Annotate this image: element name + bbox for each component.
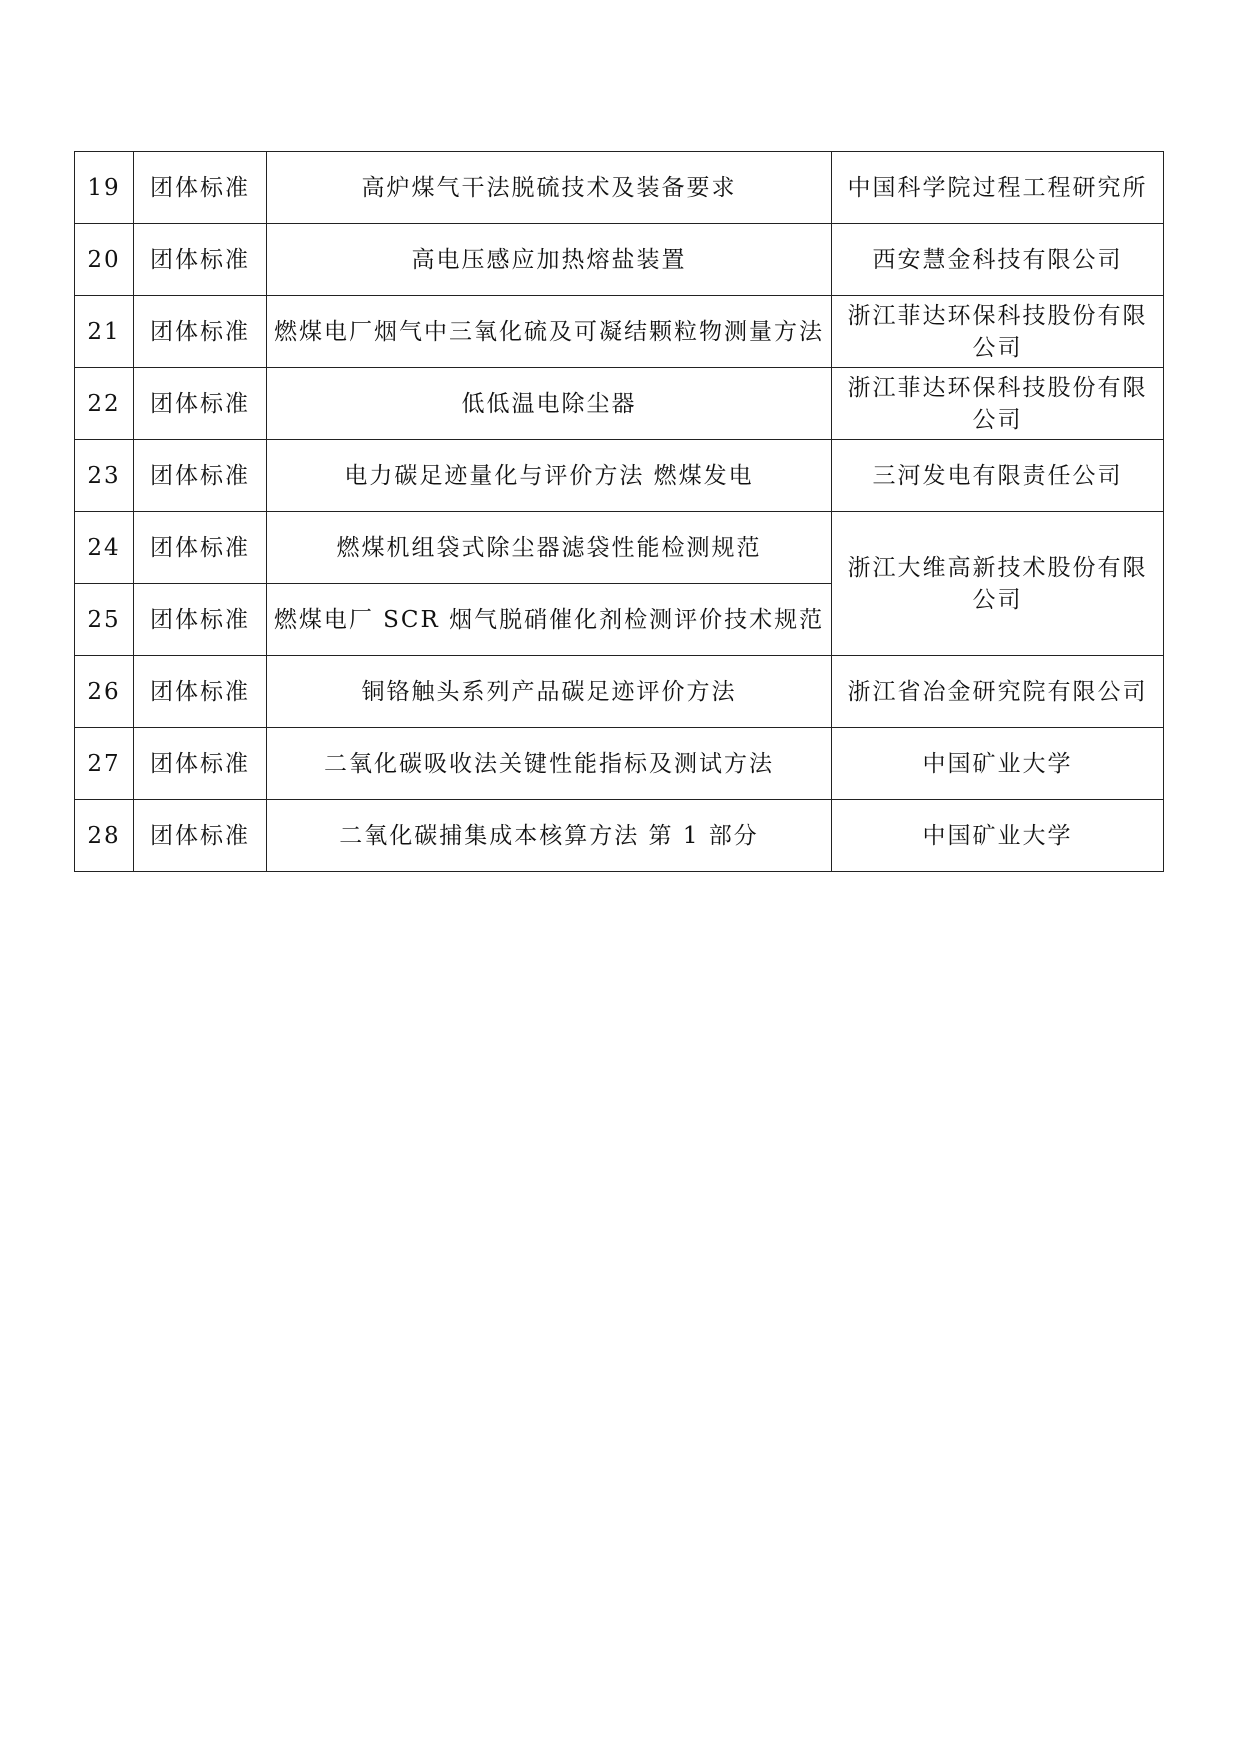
- row-number-cell: 20: [75, 224, 134, 296]
- standard-name-cell: 电力碳足迹量化与评价方法 燃煤发电: [267, 440, 832, 512]
- organization-cell: 中国矿业大学: [832, 800, 1164, 872]
- organization-cell: 中国科学院过程工程研究所: [832, 152, 1164, 224]
- row-number-cell: 19: [75, 152, 134, 224]
- standard-type-cell: 团体标准: [134, 224, 267, 296]
- standard-name-cell: 燃煤电厂烟气中三氧化硫及可凝结颗粒物测量方法: [267, 296, 832, 368]
- standard-name-cell: 高炉煤气干法脱硫技术及装备要求: [267, 152, 832, 224]
- row-number-cell: 22: [75, 368, 134, 440]
- organization-cell: 中国矿业大学: [832, 728, 1164, 800]
- standard-type-cell: 团体标准: [134, 368, 267, 440]
- organization-cell: 浙江菲达环保科技股份有限公司: [832, 296, 1164, 368]
- table-row: [75, 440, 1164, 512]
- standard-type-cell: 团体标准: [134, 656, 267, 728]
- standard-type-cell: 团体标准: [134, 512, 267, 584]
- standards-table: [74, 151, 1164, 872]
- standard-name-cell: 二氧化碳吸收法关键性能指标及测试方法: [267, 728, 832, 800]
- standard-type-cell: 团体标准: [134, 152, 267, 224]
- organization-cell: 浙江省冶金研究院有限公司: [832, 656, 1164, 728]
- standard-name-cell: 铜铬触头系列产品碳足迹评价方法: [267, 656, 832, 728]
- table-row: [75, 224, 1164, 296]
- organization-cell: 西安慧金科技有限公司: [832, 224, 1164, 296]
- standard-type-cell: 团体标准: [134, 296, 267, 368]
- standards-table-body: [75, 152, 1164, 872]
- organization-cell: 浙江大维高新技术股份有限公司: [832, 512, 1164, 656]
- standard-name-cell: 高电压感应加热熔盐装置: [267, 224, 832, 296]
- standard-name-cell: 低低温电除尘器: [267, 368, 832, 440]
- row-number-cell: 24: [75, 512, 134, 584]
- standard-type-cell: 团体标准: [134, 584, 267, 656]
- table-row: [75, 728, 1164, 800]
- organization-cell: 三河发电有限责任公司: [832, 440, 1164, 512]
- row-number-cell: 28: [75, 800, 134, 872]
- organization-cell: 浙江菲达环保科技股份有限公司: [832, 368, 1164, 440]
- standard-type-cell: 团体标准: [134, 800, 267, 872]
- row-number-cell: 23: [75, 440, 134, 512]
- standard-name-cell: 燃煤电厂 SCR 烟气脱硝催化剂检测评价技术规范: [267, 584, 832, 656]
- table-row: [75, 152, 1164, 224]
- standard-type-cell: 团体标准: [134, 440, 267, 512]
- row-number-cell: 26: [75, 656, 134, 728]
- row-number-cell: 21: [75, 296, 134, 368]
- table-row: [75, 800, 1164, 872]
- table-row: [75, 512, 1164, 584]
- standard-name-cell: 二氧化碳捕集成本核算方法 第 1 部分: [267, 800, 832, 872]
- standard-name-cell: 燃煤机组袋式除尘器滤袋性能检测规范: [267, 512, 832, 584]
- table-row: [75, 368, 1164, 440]
- table-row: [75, 296, 1164, 368]
- table-row: [75, 656, 1164, 728]
- row-number-cell: 27: [75, 728, 134, 800]
- row-number-cell: 25: [75, 584, 134, 656]
- standard-type-cell: 团体标准: [134, 728, 267, 800]
